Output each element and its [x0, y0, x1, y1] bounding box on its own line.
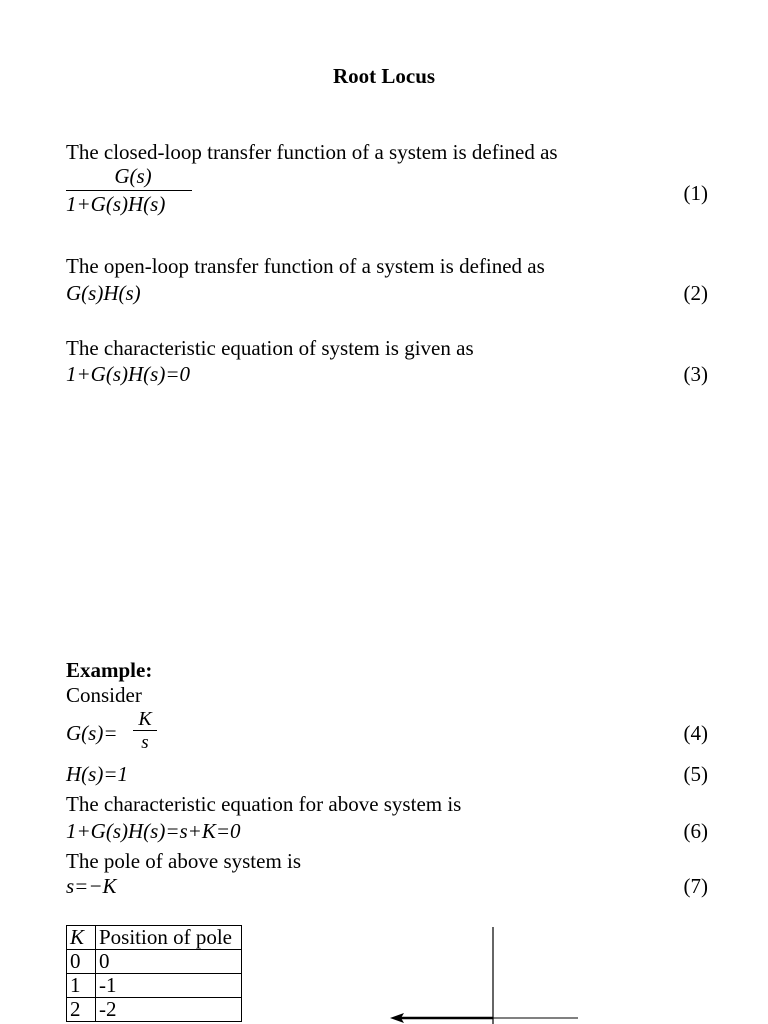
table-cell-position: -2	[96, 998, 242, 1022]
table-cell-position: 0	[96, 950, 242, 974]
g-of-s-lhs: G(s)=	[66, 721, 118, 745]
pole-equation: s=−K	[66, 874, 117, 898]
equation-number-3: (3)	[683, 362, 708, 386]
table-row	[67, 950, 242, 974]
g-of-s-fraction	[133, 709, 157, 752]
closed-loop-denominator: 1+G(s)H(s)	[66, 192, 166, 216]
table-cell-position: -1	[96, 974, 242, 998]
fraction-bar	[66, 190, 192, 191]
closed-loop-fraction	[66, 166, 192, 215]
table-cell-k: 1	[67, 974, 96, 998]
equation-number-1: (1)	[683, 181, 708, 205]
equation-number-7: (7)	[683, 874, 708, 898]
pole-text: The pole of above system is	[66, 849, 302, 873]
fraction-bar	[133, 730, 157, 731]
open-loop-equation: G(s)H(s)	[66, 281, 141, 305]
h-of-s-equation: H(s)=1	[66, 762, 128, 786]
table-cell-k: 2	[67, 998, 96, 1022]
table-row	[67, 974, 242, 998]
table-header-k: K	[67, 926, 96, 950]
g-numerator: K	[138, 708, 152, 730]
consider-text: Consider	[66, 683, 142, 707]
table-cell-k: 0	[67, 950, 96, 974]
table-header-row	[67, 926, 242, 950]
closed-loop-definition-text: The closed-loop transfer function of a system is defined as	[66, 140, 558, 164]
closed-loop-numerator: G(s)	[114, 164, 152, 188]
equation-number-5: (5)	[683, 762, 708, 786]
g-denominator: s	[141, 732, 149, 753]
characteristic-example-equation: 1+G(s)H(s)=s+K=0	[66, 819, 241, 843]
characteristic-definition-text: The characteristic equation of system is given as	[66, 336, 474, 360]
table-header-position: Position of pole	[96, 926, 242, 950]
example-heading: Example:	[66, 658, 153, 682]
table-row	[67, 998, 242, 1022]
equation-number-4: (4)	[683, 721, 708, 745]
equation-number-6: (6)	[683, 819, 708, 843]
page-title: Root Locus	[332, 64, 436, 88]
s-plane-plot	[380, 925, 590, 1024]
equation-number-2: (2)	[683, 281, 708, 305]
characteristic-equation: 1+G(s)H(s)=0	[66, 362, 190, 386]
open-loop-definition-text: The open-loop transfer function of a system is defined as	[66, 254, 545, 278]
pole-position-table	[66, 925, 242, 1022]
characteristic-example-text: The characteristic equation for above system is	[66, 792, 462, 816]
